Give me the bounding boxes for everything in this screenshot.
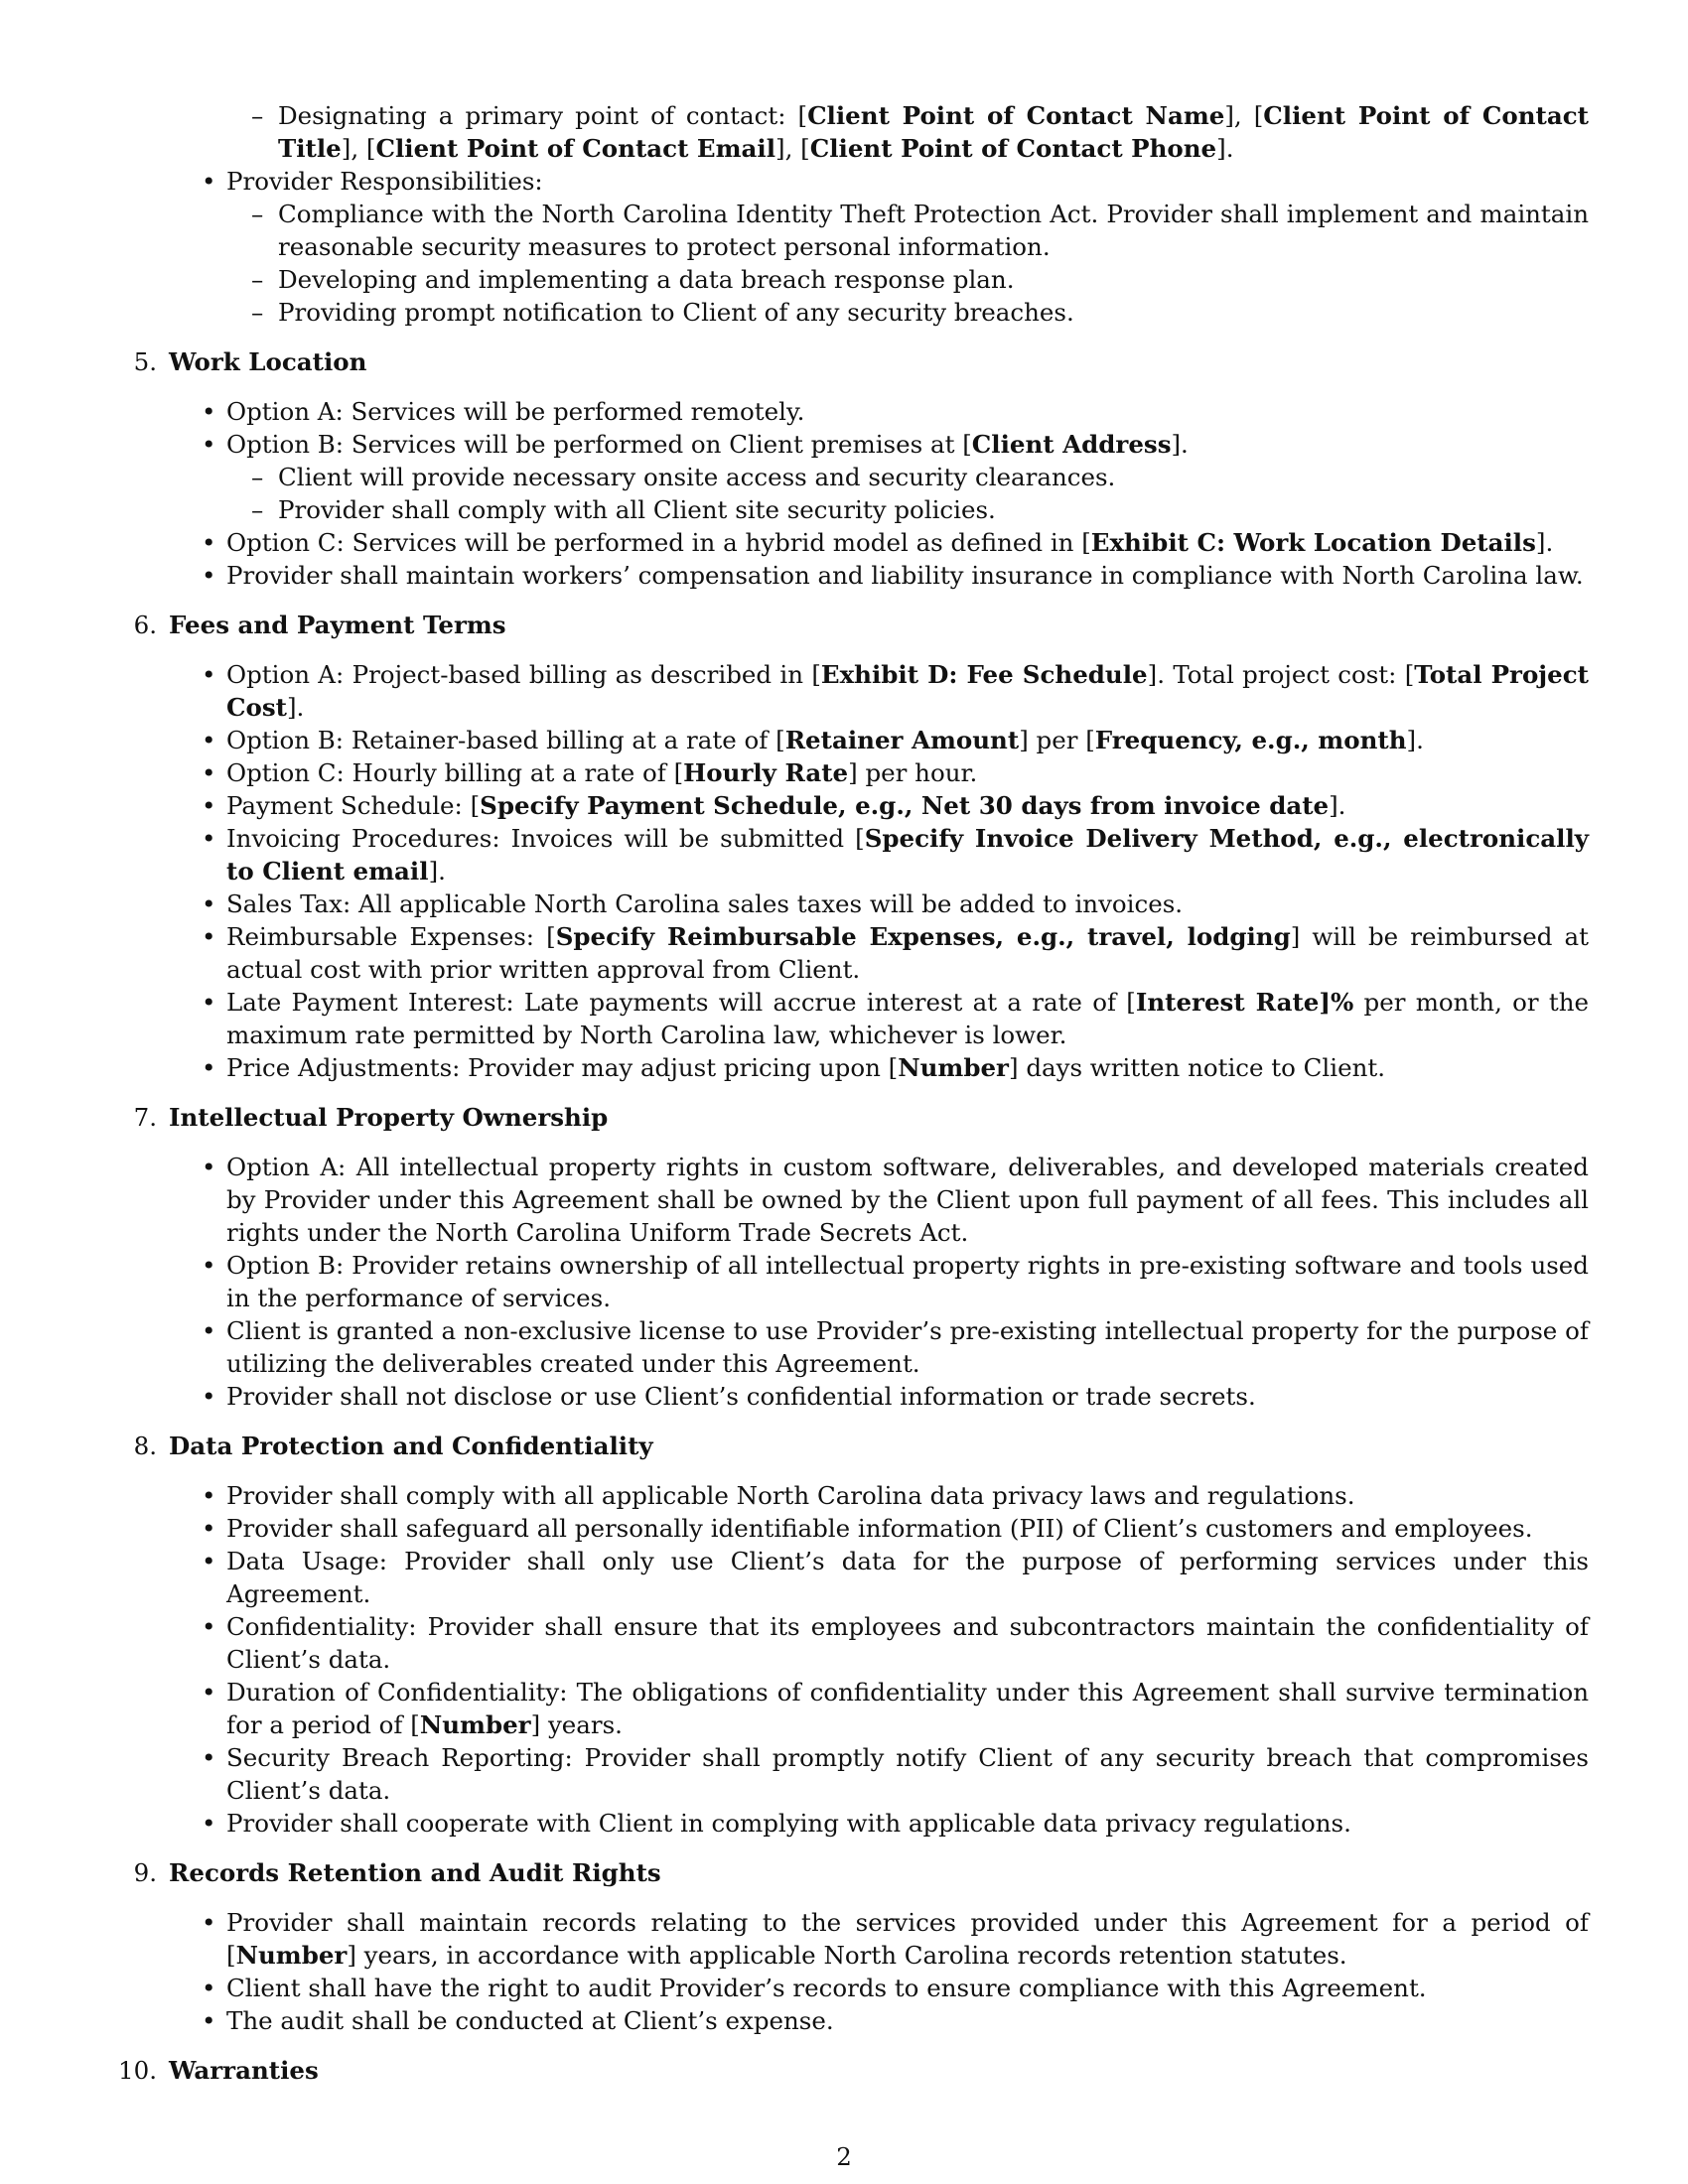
list-item-text: Option B: Services will be performed on Client premises at [Client Address]. (226, 430, 1189, 459)
list-item-text: Providing prompt notification to Client of any security breaches. (278, 298, 1074, 327)
list-item (119, 1545, 1589, 1610)
bullet-marker: • (202, 430, 216, 459)
list-item (119, 658, 1589, 724)
list-item (119, 1610, 1589, 1676)
section-title: Records Retention and Audit Rights (169, 1858, 661, 1887)
list-item (119, 1807, 1589, 1840)
dash-marker: – (251, 101, 264, 130)
section-number: 8. (133, 1432, 157, 1460)
section-title: Intellectual Property Ownership (169, 1103, 609, 1132)
list-item (119, 756, 1589, 789)
section-number: 9. (133, 1858, 157, 1887)
section-title: Warranties (169, 2056, 319, 2085)
list-item (119, 1380, 1589, 1413)
section-title: Work Location (169, 347, 367, 376)
list-item-text: Option C: Services will be performed in a hybrid model as defined in [Exhibit C: Work Location Details]. (226, 528, 1554, 557)
dash-marker: – (251, 200, 264, 228)
list-item-text: Client is granted a non-exclusive license to use Provider’s pre-existing intellectual property for the purpose of utilizing the deliverables created under this Agreement. (226, 1316, 1589, 1378)
bullet-marker: • (202, 1053, 216, 1082)
section-heading-work-location (119, 345, 1589, 378)
bullet-marker: • (202, 1251, 216, 1280)
list-item-text: Developing and implementing a data breach response plan. (278, 265, 1015, 294)
bullet-marker: • (202, 988, 216, 1017)
bullet-marker: • (202, 1481, 216, 1510)
list-item (119, 395, 1589, 428)
bullet-marker: • (202, 1974, 216, 2002)
list-item-text: Provider Responsibilities: (226, 167, 543, 196)
bullet-marker: • (202, 922, 216, 951)
list-item (119, 165, 1589, 198)
list-item-text: Option C: Hourly billing at a rate of [Hourly Rate] per hour. (226, 758, 978, 787)
list-item-text: Option A: All intellectual property rights in custom software, deliverables, and developed materials created by Provider under this Agreement shall be owned by the Client upon full payment of all fees. This includes all rights under the North Carolina Uniform Trade Secrets Act. (226, 1153, 1589, 1247)
dash-marker: – (251, 495, 264, 524)
list-item (119, 1512, 1589, 1545)
bullet-marker: • (202, 397, 216, 426)
list-item (119, 887, 1589, 920)
list-item-text: Provider shall safeguard all personally identifiable information (PII) of Client’s customers and employees. (226, 1514, 1533, 1543)
list-item (119, 1051, 1589, 1084)
list-item (119, 99, 1589, 165)
dash-marker: – (251, 463, 264, 491)
list-item (119, 428, 1589, 461)
bullet-marker: • (202, 1908, 216, 1937)
list-item (119, 1479, 1589, 1512)
list-item (119, 1314, 1589, 1380)
list-item-text: Price Adjustments: Provider may adjust pricing upon [Number] days written notice to Client. (226, 1053, 1386, 1082)
list-item-text: Payment Schedule: [Specify Payment Schedule, e.g., Net 30 days from invoice date]. (226, 791, 1346, 820)
list-item (119, 1249, 1589, 1314)
list-item (119, 2004, 1589, 2037)
bullet-marker: • (202, 1678, 216, 1706)
bullet-marker: • (202, 528, 216, 557)
list-item (119, 1972, 1589, 2004)
list-item (119, 724, 1589, 756)
bullet-marker: • (202, 758, 216, 787)
list-item-text: Provider shall not disclose or use Client’s confidential information or trade secrets. (226, 1382, 1256, 1411)
list-item (119, 920, 1589, 986)
section-heading-records (119, 1856, 1589, 1889)
document-page (119, 99, 1589, 2104)
list-item-text: Provider shall maintain records relating to the services provided under this Agreement for a period of [Number] years, in accordance with applicable North Carolina records retention statutes. (226, 1908, 1589, 1970)
bullet-marker: • (202, 1153, 216, 1181)
section-number: 10. (118, 2056, 157, 2085)
list-item (119, 822, 1589, 887)
list-item-text: Sales Tax: All applicable North Carolina sales taxes will be added to invoices. (226, 889, 1184, 918)
bullet-marker: • (202, 1316, 216, 1345)
bullet-marker: • (202, 1514, 216, 1543)
list-item-text: Provider shall comply with all Client site security policies. (278, 495, 996, 524)
dash-marker: – (251, 298, 264, 327)
section-heading-ip (119, 1101, 1589, 1134)
list-item (119, 789, 1589, 822)
list-item (119, 1741, 1589, 1807)
list-item (119, 1676, 1589, 1741)
list-item-text: Client shall have the right to audit Provider’s records to ensure compliance with this Agreement. (226, 1974, 1427, 2002)
bullet-marker: • (202, 167, 216, 196)
bullet-marker: • (202, 2006, 216, 2035)
list-item-text: Designating a primary point of contact: [Client Point of Contact Name], [Client Point of Contact Title], [Client Point of Contact Email], [Client Point of Contact Phone]. (278, 101, 1589, 163)
list-item-text: Compliance with the North Carolina Identity Theft Protection Act. Provider shall implement and maintain reasonable security measures to protect personal information. (278, 200, 1589, 261)
section-title: Fees and Payment Terms (169, 611, 506, 639)
list-item (119, 559, 1589, 592)
list-item-text: Data Usage: Provider shall only use Client’s data for the purpose of performing services under this Agreement. (226, 1547, 1589, 1608)
list-item (119, 263, 1589, 296)
list-item (119, 493, 1589, 526)
list-item-text: Reimbursable Expenses: [Specify Reimbursable Expenses, e.g., travel, lodging] will be reimbursed at actual cost with prior written approval from Client. (226, 922, 1590, 984)
list-item-text: Option B: Retainer-based billing at a rate of [Retainer Amount] per [Frequency, e.g., month]. (226, 726, 1424, 754)
list-item-text: Option A: Services will be performed remotely. (226, 397, 805, 426)
list-item (119, 461, 1589, 493)
list-item (119, 1906, 1589, 1972)
page-number: 2 (836, 2142, 852, 2171)
bullet-marker: • (202, 1809, 216, 1838)
section-heading-data-protection (119, 1430, 1589, 1462)
section-heading-warranties (119, 2054, 1589, 2087)
bullet-marker: • (202, 1382, 216, 1411)
bullet-marker: • (202, 561, 216, 590)
list-item (119, 1151, 1589, 1249)
list-item-text: Late Payment Interest: Late payments will accrue interest at a rate of [Interest Rate]% per month, or the maximum rate permitted by North Carolina law, whichever is lower. (226, 988, 1589, 1049)
list-item-text: Provider shall comply with all applicable North Carolina data privacy laws and regulations. (226, 1481, 1355, 1510)
bullet-marker: • (202, 1547, 216, 1575)
list-item (119, 986, 1589, 1051)
bullet-marker: • (202, 824, 216, 853)
bullet-marker: • (202, 1612, 216, 1641)
list-item-text: Confidentiality: Provider shall ensure that its employees and subcontractors maintain the confidentiality of Client’s data. (226, 1612, 1589, 1674)
list-item-text: Provider shall maintain workers’ compensation and liability insurance in compliance with North Carolina law. (226, 561, 1584, 590)
bullet-marker: • (202, 791, 216, 820)
dash-marker: – (251, 265, 264, 294)
list-item-text: Duration of Confidentiality: The obligations of confidentiality under this Agreement shall survive termination for a period of [Number] years. (226, 1678, 1589, 1739)
bullet-marker: • (202, 1743, 216, 1772)
section-number: 5. (133, 347, 157, 376)
list-item-text: Security Breach Reporting: Provider shall promptly notify Client of any security breach that compromises Client’s data. (226, 1743, 1589, 1805)
list-item (119, 198, 1589, 263)
list-item-text: The audit shall be conducted at Client’s expense. (226, 2006, 834, 2035)
list-item-text: Provider shall cooperate with Client in complying with applicable data privacy regulations. (226, 1809, 1351, 1838)
list-item-text: Invoicing Procedures: Invoices will be submitted [Specify Invoice Delivery Method, e.g., electronically to Client email]. (226, 824, 1590, 886)
section-heading-fees (119, 609, 1589, 641)
bullet-marker: • (202, 726, 216, 754)
bullet-marker: • (202, 889, 216, 918)
section-number: 7. (133, 1103, 157, 1132)
bullet-marker: • (202, 660, 216, 689)
section-title: Data Protection and Confidentiality (169, 1432, 653, 1460)
list-item-text: Client will provide necessary onsite access and security clearances. (278, 463, 1116, 491)
list-item (119, 526, 1589, 559)
list-item (119, 296, 1589, 329)
section-number: 6. (133, 611, 157, 639)
list-item-text: Option A: Project-based billing as described in [Exhibit D: Fee Schedule]. Total project cost: [Total Project Cost]. (226, 660, 1589, 722)
list-item-text: Option B: Provider retains ownership of all intellectual property rights in pre-existing software and tools used in the performance of services. (226, 1251, 1589, 1312)
